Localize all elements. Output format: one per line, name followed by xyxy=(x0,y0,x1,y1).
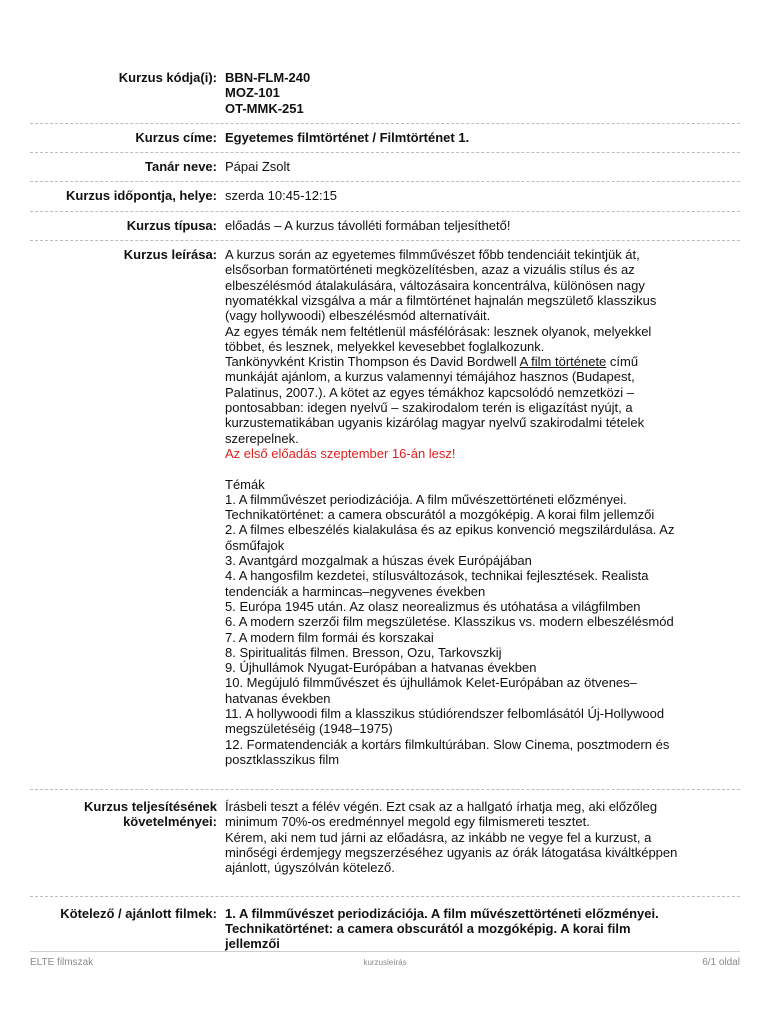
desc-line: (vagy hollywoodi) elbeszélésmód alternatíváit. xyxy=(225,308,491,324)
course-code-3: OT-MMK-251 xyxy=(225,100,304,116)
topic-line: ősműfajok xyxy=(225,537,285,553)
desc-line: Az egyes témák nem feltétlenül másfélórásak: lesznek olyanok, melyekkel xyxy=(225,323,652,339)
topic-line: 6. A modern szerzői film megszületése. Klasszikus vs. modern elbeszélésmód xyxy=(225,614,674,630)
course-description-page xyxy=(30,0,740,959)
footer-page-number: 6/1 oldal xyxy=(702,957,741,968)
topics-title: Témák xyxy=(225,476,265,492)
time-place-value: szerda 10:45-12:15 xyxy=(225,188,338,204)
teacher-label: Tanár neve: xyxy=(144,159,217,175)
description-label: Kurzus leírása: xyxy=(123,247,217,263)
course-title-row xyxy=(30,124,740,153)
films-value xyxy=(225,906,740,952)
page-footer xyxy=(30,951,740,968)
course-code-label: Kurzus kódja(i): xyxy=(118,70,217,85)
teacher-row xyxy=(30,153,740,182)
requirements-row xyxy=(30,790,740,896)
course-code-2: MOZ-101 xyxy=(225,85,280,101)
footer-center: kurzusleírás xyxy=(363,958,407,967)
film-line: jellemzői xyxy=(225,936,280,952)
desc-line: elbeszélésmód átalakulására, változásaira koncentrálva, különösen nagy xyxy=(225,277,645,293)
req-line: Kérem, aki nem tud járni az előadásra, az inkább ne vegye fel a kurzust, a xyxy=(225,829,652,845)
req-line: minimum 70%-os eredménnyel megold egy filmismereti tesztet. xyxy=(225,814,590,830)
footer-left: ELTE filmszak xyxy=(30,957,94,968)
time-place-row xyxy=(30,182,740,211)
course-title-label: Kurzus címe: xyxy=(135,129,217,145)
desc-line: A kurzus során az egyetemes filmművészet főbb tendenciáit tekintjük át, xyxy=(225,247,640,263)
film-line: 1. A filmművészet periodizációja. A film művészettörténeti előzményei. xyxy=(225,905,659,921)
topic-line: 12. Formatendenciák a kortárs filmkultúrában. Slow Cinema, posztmodern és xyxy=(225,736,670,752)
topic-line: Technikatörténet: a camera obscurától a mozgóképig. A korai film jellemzői xyxy=(225,507,655,523)
req-line: ajánlott, úgyszólván kötelező. xyxy=(225,860,395,876)
requirements-value xyxy=(225,799,740,875)
films-row xyxy=(30,897,740,959)
desc-book-post: című xyxy=(606,354,639,370)
desc-line: kurzustematikában ugyanis kizárólag magyar nyelvű szakirodalmi tételek xyxy=(225,415,645,431)
requirements-label-2: követelményei: xyxy=(123,814,217,830)
desc-book-pre: Tankönyvként Kristin Thompson és David Bordwell xyxy=(225,354,520,370)
course-code-row xyxy=(30,0,740,124)
req-line: minőségi érdemjegy megszerzéséhez ugyanis az órák látogatása kiváltképpen xyxy=(225,845,678,861)
topic-line: 5. Európa 1945 után. Az olasz neorealizmus és utóhatása a világfilmben xyxy=(225,598,641,614)
topic-line: 2. A filmes elbeszélés kialakulása és az epikus konvenció megszilárdulása. Az xyxy=(225,522,675,538)
desc-line-book xyxy=(225,354,740,369)
films-label: Kötelező / ajánlott filmek: xyxy=(60,905,217,921)
topic-line: 11. A hollywoodi film a klasszikus stúdiórendszer felbomlásától Új-Hollywood xyxy=(225,705,665,721)
topic-line: 7. A modern film formái és korszakai xyxy=(225,629,434,645)
topic-line: hatvanas években xyxy=(225,690,331,706)
topic-line: posztklasszikus film xyxy=(225,751,340,767)
course-code-value xyxy=(225,70,740,116)
time-place-label: Kurzus időpontja, helye: xyxy=(66,188,217,204)
requirements-label-1: Kurzus teljesítésének xyxy=(84,799,217,815)
topic-line: 1. A filmművészet periodizációja. A film művészettörténeti előzményei. xyxy=(225,491,627,507)
desc-line: elsősorban formatörténeti megközelítésben, azaz a vizuális stílus és az xyxy=(225,262,635,278)
topic-line: 3. Avantgárd mozgalmak a húszas évek Európájában xyxy=(225,553,532,569)
spacer xyxy=(225,461,740,476)
topic-line: 8. Spiritualitás filmen. Bresson, Ozu, Tarkovszkij xyxy=(225,644,502,660)
first-lecture-notice: Az első előadás szeptember 16-án lesz! xyxy=(225,445,456,461)
description-value xyxy=(225,247,740,767)
topic-line: 10. Megújuló filmművészet és újhullámok Kelet-Európában az ötvenes– xyxy=(225,675,637,691)
topic-line: megszületéséig (1948–1975) xyxy=(225,721,393,737)
desc-line: Palatinus, 2007.). A kötet az egyes témákhoz kapcsolódó nemzetközi – xyxy=(225,384,635,400)
course-type-row xyxy=(30,212,740,241)
course-type-value: előadás – A kurzus távolléti formában teljesíthető! xyxy=(225,217,511,233)
topic-line: 4. A hangosfilm kezdetei, stílusváltozások, technikai fejlesztések. Realista xyxy=(225,568,649,584)
course-code-1: BBN-FLM-240 xyxy=(225,70,311,85)
requirements-label xyxy=(30,799,225,875)
book-title-link[interactable]: A film története xyxy=(519,354,607,370)
description-row xyxy=(30,241,740,790)
desc-line: pontosabban: idegen nyelvű – szakirodalom terén is eligazítást nyújt, a xyxy=(225,400,633,416)
film-line: Technikatörténet: a camera obscurától a mozgóképig. A korai film xyxy=(225,920,631,936)
topic-line: 9. Újhullámok Nyugat-Európában a hatvanas években xyxy=(225,660,537,676)
course-type-label: Kurzus típusa: xyxy=(126,217,217,233)
desc-line: munkáját ajánlom, a kurzus valamennyi témájához hasznos (Budapest, xyxy=(225,369,635,385)
teacher-value: Pápai Zsolt xyxy=(225,159,291,175)
topic-line: tendenciák a harmincas–negyvenes években xyxy=(225,583,486,599)
req-line: Írásbeli teszt a félév végén. Ezt csak az a hallgató írhatja meg, aki előzőleg xyxy=(225,799,658,815)
course-title-value: Egyetemes filmtörténet / Filmtörténet 1. xyxy=(225,129,470,145)
desc-line: nyomatékkal vizsgálva a már a filmtörténet hajnalán megszülető klasszikus xyxy=(225,292,657,308)
desc-line: többet, és lesznek, melyekkel kevesebbet foglalkozunk. xyxy=(225,338,545,354)
desc-line: szerepelnek. xyxy=(225,430,299,446)
